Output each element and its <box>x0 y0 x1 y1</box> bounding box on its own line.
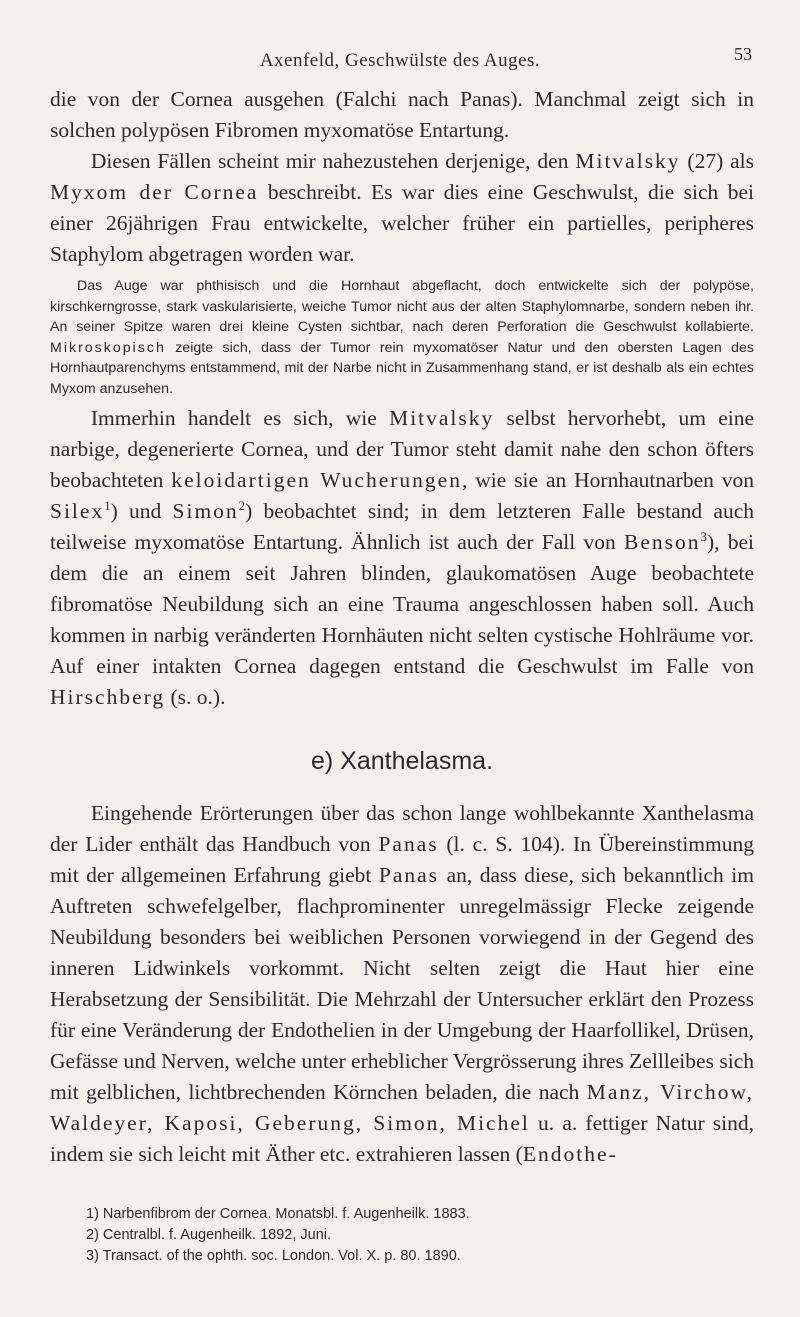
author-names: Manz, Virchow, Waldeyer, Kaposi, Geberung, Simon, Michel <box>50 1080 754 1135</box>
page-content <box>50 84 754 1267</box>
emphasized-term: keloidartigen Wucherungen <box>171 468 462 492</box>
author-name: Panas <box>378 863 440 887</box>
author-name: Hirschberg <box>50 685 166 709</box>
emphasized-term: Endothe- <box>522 1142 618 1166</box>
footnotes <box>50 1204 754 1267</box>
section-title: e) Xanthelasma. <box>310 747 494 775</box>
emphasized-term: Mikroskopisch <box>50 339 166 356</box>
author-name: Panas <box>378 832 439 856</box>
paragraph-4: Eingehende Erörterungen über das schon lange wohlbekannte Xanthelasma der Lider enthält das Handbuch von Panas (l. c. S. 104). In Übereinstimmung mit der allgemeinen Erfahrung giebt Panas an, dass diese, sich bekanntlich im Auftreten schwefelgelber, flachprominenter unregelmässigr Flecke zeigende Neubildung besonders bei weiblichen Personen vorwiegend in der Gegend des inneren Lidwinkels vorkommt. Nicht selten zeigt die Haut hier eine Herabsetzung der Sensibilität. Die Mehrzahl der Untersucher erklärt den Prozess für eine Veränderung der Endothelien in der Umgebung der Haarfollikel, Drüsen, Gefässe und Nerven, welche unter erheblicher Vergrösserung ihres Zellleibes sich mit gelblichen, lichtbrechenden Körnchen beladen, die nach Manz, Virchow, Waldeyer, Kaposi, Geberung, Simon, Michel u. a. fettiger Natur sind, indem sie sich leicht mit Äther etc. extrahieren lassen (Endothe- <box>50 801 754 1166</box>
footnote-ref: 3 <box>700 529 707 544</box>
author-name: Mitvalsky <box>389 406 495 430</box>
paragraph-3: Immerhin handelt es sich, wie Mitvalsky selbst hervorhebt, um eine narbige, degenerierte Cornea, und der Tumor steht damit nahe den schon öfters beobachteten keloidartigen Wucherungen, wie sie an Hornhautnarben von Silex$^1$) und Simon$^2$) beobachtet sind; in dem letzteren Falle bestand auch teilweise myxomatöse Entartung. Ähnlich ist auch der Fall von Benson$^3$), bei dem die an einem seit Jahren blinden, glaukomatösen Auge beobachtete fibromatöse Neubildung sich an eine Trauma angeschlossen haben soll. Auch kommen in narbig veränderten Hornhäuten nicht selten cystische Hohlräume vor. Auf einer intakten Cornea dagegen entstand die Geschwulst im Falle von Hirschberg (s. o.). <box>50 406 755 709</box>
footnote: 1) Narbenfibrom der Cornea. Monatsbl. f. Augenheilk. 1883. <box>86 1206 470 1222</box>
page-number: 53 <box>734 44 752 64</box>
running-header: Axenfeld, Geschwülste des Auges. <box>259 50 541 71</box>
author-name: Mitvalsky <box>575 149 681 173</box>
footnote: 3) Transact. of the ophth. soc. London. Vol. X. p. 80. 1890. <box>86 1248 461 1264</box>
author-name: Silex <box>50 499 105 523</box>
paragraph-1: die von der Cornea ausgehen (Falchi nach Panas). Manchmal zeigt sich in solchen polypösen Fibromen myxomatöse Entartung. <box>50 87 754 142</box>
small-print-paragraph: Das Auge war phthisisch und die Hornhaut abgeflacht, doch entwickelte sich der polypöse, kirschkerngrosse, stark vaskularisierte, weiche Tumor nicht aus der alten Staphylomnarbe, sondern neben ihr. An seiner Spitze waren drei kleine Cysten sichtbar, nach deren Perforation die Geschwulst kollabierte. Mikroskopisch zeigte sich, dass der Tumor rein myxomatöser Natur und den obersten Lagen des Hornhautparenchyms entstammend, mit der Narbe nicht in Zusammenhang stand, er ist deshalb als ein echtes Myxom anzusehen. <box>50 278 754 397</box>
author-name: Simon <box>172 499 239 523</box>
footnote: 2) Centralbl. f. Augenheilk. 1892, Juni. <box>86 1227 332 1243</box>
emphasized-term: Myxom der Cornea <box>50 180 259 204</box>
footnote-ref: 1 <box>104 498 111 513</box>
footnote-ref: 2 <box>238 498 246 513</box>
author-name: Benson <box>623 530 701 554</box>
paragraph-2: Diesen Fällen scheint mir nahezustehen derjenige, den Mitvalsky (27) als Myxom der Cornea beschreibt. Es war dies eine Geschwulst, die sich bei einer 26jährigen Frau entwickelte, welcher früher ein partielles, peripheres Staphylom abgetragen worden war. <box>50 149 755 266</box>
